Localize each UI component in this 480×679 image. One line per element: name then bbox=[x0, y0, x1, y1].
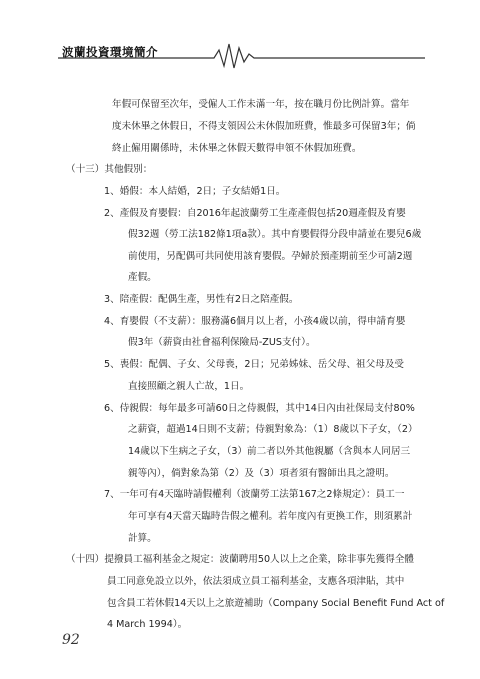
paragraph-line: 4 March 1994）。 bbox=[107, 619, 188, 630]
list-item-line: 之薪資，超過14日則不支薪；侍親對象為：（1）8歲以下子女，（2） bbox=[128, 424, 418, 435]
header-rule-icon bbox=[0, 0, 480, 75]
page-header bbox=[0, 0, 480, 75]
list-item-line: 3、陪產假：配偶生產，男性有2日之陪產假。 bbox=[104, 294, 299, 305]
paragraph-line: 包含員工若休假14天以上之旅遊補助（Company Social Benefit Fund Act of bbox=[107, 598, 445, 609]
paragraph-line: 終止僱用關係時，未休畢之休假天數得申領不休假加班費。 bbox=[112, 143, 362, 154]
list-item-line: 前使用，另配偶可共同使用該育嬰假。孕婦於預產期前至少可請2週 bbox=[128, 251, 413, 262]
list-item-line: 5、喪假：配偶、子女、父母喪，2日；兄弟姊妹、岳父母、祖父母及受 bbox=[104, 359, 405, 370]
list-item-line: 假3年（薪資由社會福利保險局-ZUS支付）。 bbox=[128, 337, 316, 348]
paragraph-line: 年假可保留至次年，受僱人工作未滿一年，按在職月份比例計算。當年 bbox=[112, 99, 410, 110]
list-item-line: 直接照顧之親人亡故，1日。 bbox=[128, 381, 250, 392]
list-item-line: 4、育嬰假（不支薪）：服務滿6個月以上者，小孩4歲以前，得申請育嬰 bbox=[104, 316, 406, 327]
section-heading: （十四）提撥員工福利基金之規定：波蘭聘用50人以上之企業，除非事先獲得全體 bbox=[66, 554, 414, 565]
list-item-line: 6、侍親假：每年最多可請60日之侍親假，其中14日內由社保局支付80% bbox=[104, 403, 415, 414]
list-item-line: 假32週（勞工法182條1項a款）。其中育嬰假得分段申請並在嬰兒6歲 bbox=[128, 229, 422, 240]
section-heading: （十三）其他假別： bbox=[66, 164, 153, 175]
list-item-line: 14歲以下生病之子女，（3）前二者以外其他親屬（含與本人同居三 bbox=[128, 446, 411, 457]
list-item-line: 7、一年可有4天臨時請假權利（波蘭勞工法第167之2條規定）：員工一 bbox=[104, 489, 405, 500]
paragraph-line: 度未休畢之休假日，不得支領因公未休假加班費，惟最多可保留3年；倘 bbox=[112, 121, 416, 132]
list-item-line: 1、婚假：本人結婚，2日；子女結婚1日。 bbox=[104, 186, 286, 197]
list-item-line: 計算。 bbox=[128, 533, 157, 544]
header-title: 波蘭投資環境簡介 bbox=[62, 45, 158, 59]
page-number: 92 bbox=[62, 632, 80, 648]
list-item-line: 年可享有4天當天臨時告假之權利。若年度內有更換工作，則須累計 bbox=[128, 511, 413, 522]
paragraph-line: 員工同意免設立以外，依法須成立員工福利基金，支應各項津貼，其中 bbox=[107, 576, 405, 587]
list-item-line: 產假。 bbox=[128, 272, 157, 283]
list-item-line: 2、產假及育嬰假：自2016年起波蘭勞工生產產假包括20週產假及育嬰 bbox=[104, 208, 406, 219]
list-item-line: 親等內），倘對象為第（2）及（3）項者須有醫師出具之證明。 bbox=[128, 468, 395, 479]
